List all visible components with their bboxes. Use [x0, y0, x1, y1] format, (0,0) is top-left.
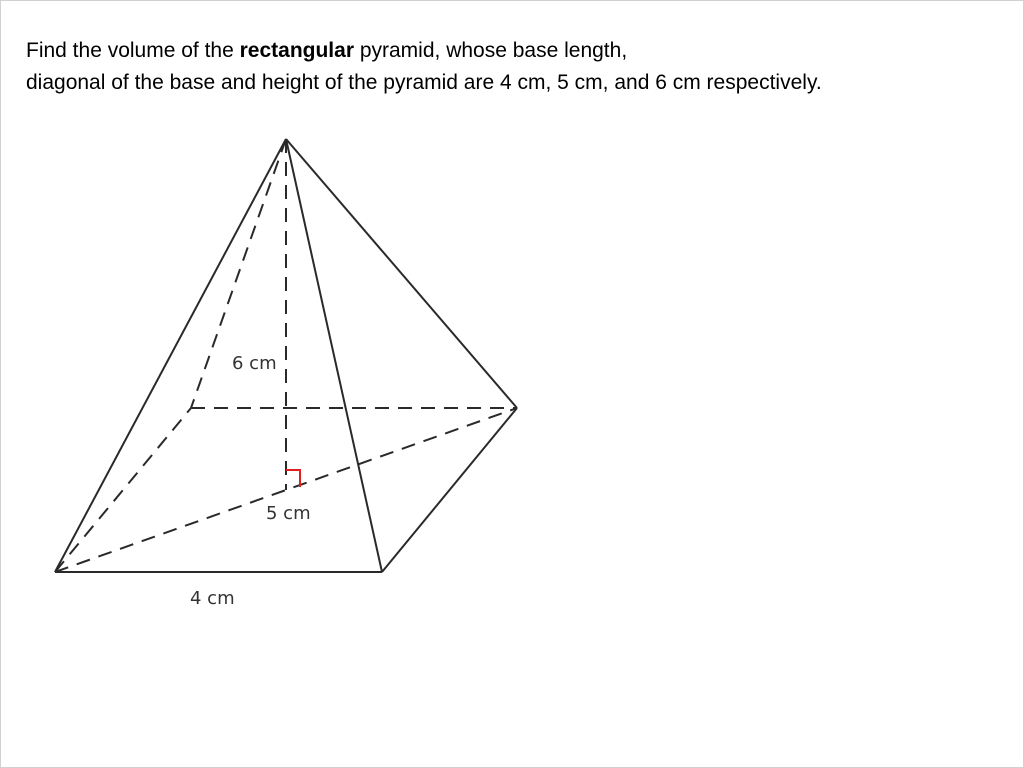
diagonal-label: 5 cm	[266, 503, 311, 524]
problem-line2: diagonal of the base and height of the pyramid are 4 cm, 5 cm, and 6 cm respectively.	[26, 71, 822, 94]
edge-apex-to-back-right	[286, 139, 517, 408]
height-label: 6 cm	[232, 353, 277, 374]
problem-line1-prefix: Find the volume of the	[26, 39, 240, 62]
right-angle-marker	[286, 470, 300, 487]
base-length-label: 4 cm	[190, 588, 235, 609]
pyramid-figure	[1, 1, 1024, 768]
problem-line1-bold: rectangular	[239, 39, 354, 62]
problem-line1-suffix: pyramid, whose base length,	[354, 39, 628, 62]
